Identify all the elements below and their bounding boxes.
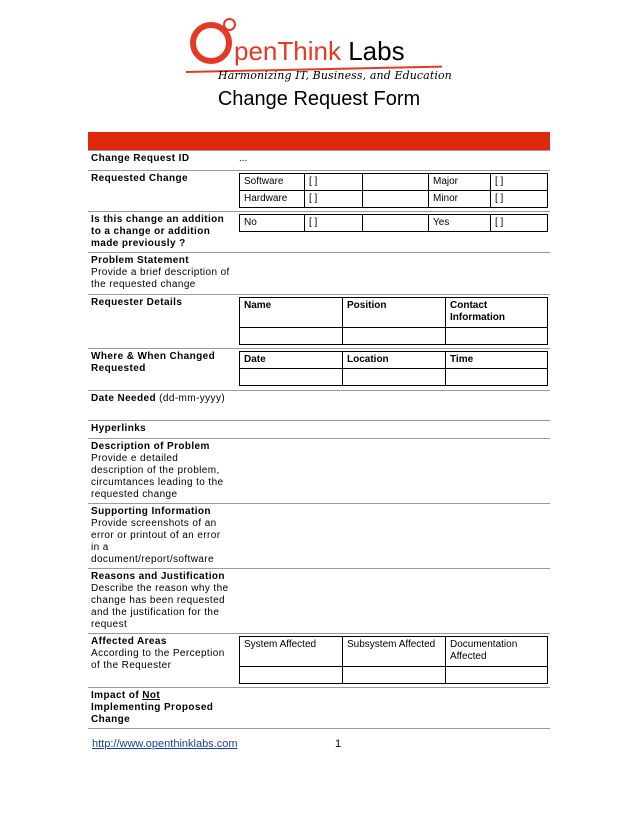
checkbox-yes[interactable]: [ ] <box>491 215 548 232</box>
where-when-label: Where & When Changed Requested <box>88 349 233 391</box>
checkbox-minor[interactable]: [ ] <box>491 191 548 208</box>
footer-website-link[interactable]: http://www.openthinklabs.com <box>92 738 238 750</box>
checkbox-hardware[interactable]: [ ] <box>305 191 363 208</box>
supporting-label: Supporting Information <box>91 506 211 517</box>
affected-desc: According to the Perception of the Requester <box>91 648 225 671</box>
affected-areas-table <box>239 636 548 684</box>
input-subsystem[interactable] <box>343 667 446 684</box>
description-value[interactable] <box>233 439 550 504</box>
affected-cell <box>88 634 233 688</box>
page-title: Change Request Form <box>217 88 421 110</box>
requested-change-label: Requested Change <box>88 171 233 212</box>
header-bar <box>88 132 550 150</box>
hyperlinks-label: Hyperlinks <box>88 421 233 439</box>
problem-statement-cell <box>88 253 233 295</box>
logo-brand-second: Labs <box>340 36 405 66</box>
problem-statement-desc: Provide a brief description of the requested change <box>91 267 230 290</box>
where-when-table <box>239 351 548 386</box>
input-system[interactable] <box>240 667 343 684</box>
requested-change-options <box>239 173 548 208</box>
header-date: Date <box>240 352 343 369</box>
supporting-value[interactable] <box>233 504 550 569</box>
spacer-cell <box>363 191 429 208</box>
input-time[interactable] <box>446 369 548 386</box>
header-subsystem-affected: Subsystem Affected <box>343 637 446 667</box>
change-request-table <box>88 150 550 729</box>
header-system-affected: System Affected <box>240 637 343 667</box>
description-label: Description of Problem <box>91 441 210 452</box>
input-location[interactable] <box>343 369 446 386</box>
option-software: Software <box>240 174 305 191</box>
change-request-id-label: Change Request ID <box>88 151 233 171</box>
requester-details-label: Requester Details <box>88 295 233 349</box>
supporting-cell <box>88 504 233 569</box>
input-contact[interactable] <box>446 328 548 345</box>
affected-label: Affected Areas <box>91 636 167 647</box>
problem-statement-label: Problem Statement <box>91 255 189 266</box>
description-cell <box>88 439 233 504</box>
header-position: Position <box>343 298 446 328</box>
reasons-cell <box>88 569 233 634</box>
requester-details-table <box>239 297 548 345</box>
option-hardware: Hardware <box>240 191 305 208</box>
spacer-cell <box>363 215 429 232</box>
header-location: Location <box>343 352 446 369</box>
input-date[interactable] <box>240 369 343 386</box>
hyperlinks-value[interactable] <box>233 421 550 439</box>
addition-label: Is this change an addition to a change or addition made previously ? <box>88 212 233 253</box>
input-documentation[interactable] <box>446 667 548 684</box>
reasons-label: Reasons and Justification <box>91 571 225 582</box>
page-number: 1 <box>335 738 342 750</box>
supporting-desc: Provide screenshots of an error or printout of an error in a document/report/software <box>91 518 221 565</box>
tagline: Harmonizing IT, Business, and Education <box>218 69 452 82</box>
input-name[interactable] <box>240 328 343 345</box>
input-position[interactable] <box>343 328 446 345</box>
impact-value[interactable] <box>233 688 550 729</box>
date-needed-label: Date Needed <box>91 393 156 404</box>
date-needed-value[interactable] <box>233 391 550 421</box>
option-no: No <box>240 215 305 232</box>
option-major: Major <box>429 174 491 191</box>
checkbox-major[interactable]: [ ] <box>491 174 548 191</box>
description-desc: Provide e detailed description of the problem, circumtances leading to the requested change <box>91 453 224 500</box>
logo-o-mark <box>190 22 232 64</box>
date-needed-hint: (dd-mm-yyyy) <box>159 393 226 404</box>
option-minor: Minor <box>429 191 491 208</box>
problem-statement-value[interactable] <box>233 253 550 295</box>
header-name: Name <box>240 298 343 328</box>
spacer-cell <box>363 174 429 191</box>
checkbox-no[interactable]: [ ] <box>305 215 363 232</box>
header-documentation-affected: Documentation Affected <box>446 637 548 667</box>
addition-options <box>239 214 548 232</box>
impact-label: Impact of Not Implementing Proposed Change <box>88 688 233 729</box>
checkbox-software[interactable]: [ ] <box>305 174 363 191</box>
option-yes: Yes <box>429 215 491 232</box>
date-needed-cell <box>88 391 233 421</box>
header-contact-information: Contact Information <box>446 298 548 328</box>
header-time: Time <box>446 352 548 369</box>
reasons-desc: Describe the reason why the change has been requested and the justification for the request <box>91 583 229 630</box>
logo-brand-first: penThink <box>234 36 341 66</box>
reasons-value[interactable] <box>233 569 550 634</box>
change-request-id-value[interactable]: ... <box>233 151 550 171</box>
